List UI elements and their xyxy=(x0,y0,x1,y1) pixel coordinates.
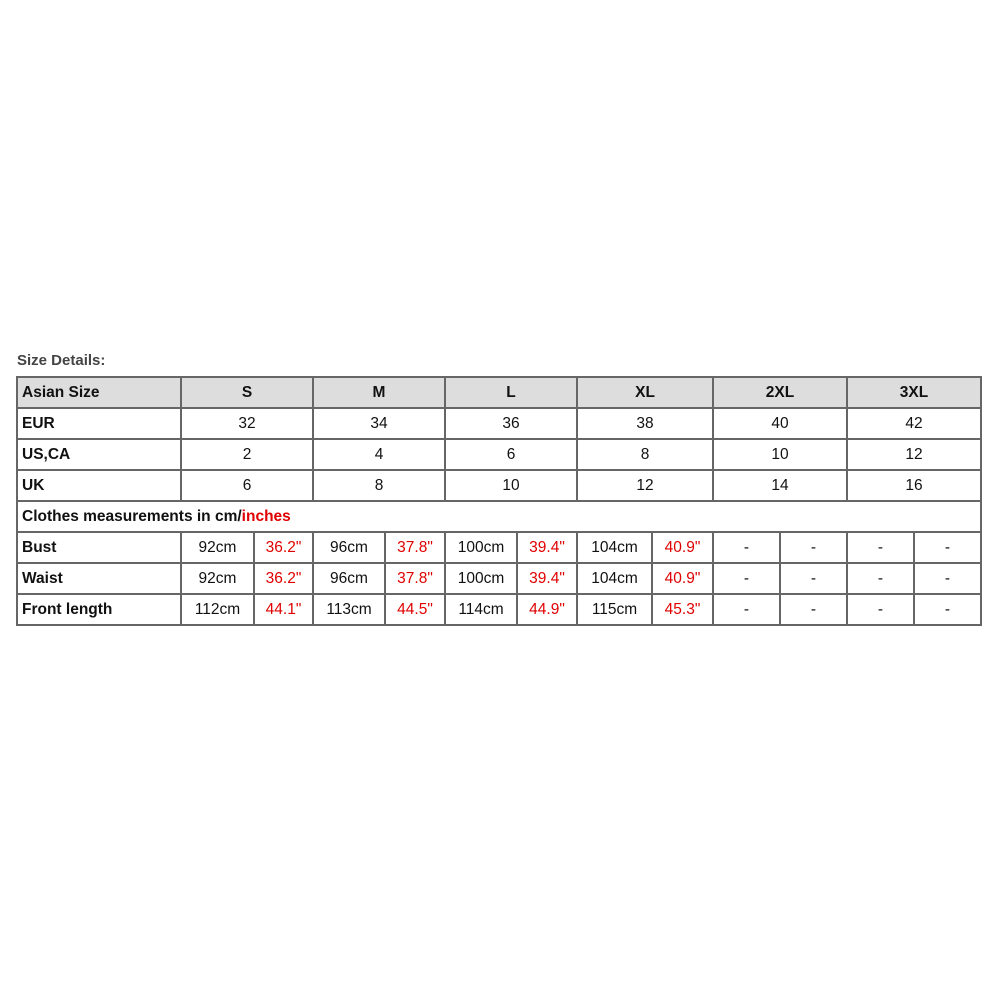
measurements-heading-row xyxy=(17,501,981,532)
inch-cell: 40.9" xyxy=(652,532,713,563)
inch-cell: 44.5" xyxy=(385,594,445,625)
inch-cell: - xyxy=(780,563,847,594)
cm-cell: - xyxy=(847,594,914,625)
table-cell: 8 xyxy=(313,470,445,501)
inch-cell: 39.4" xyxy=(517,563,577,594)
measurements-heading xyxy=(17,501,981,532)
table-cell: 40 xyxy=(713,408,847,439)
inch-cell: 36.2" xyxy=(254,532,313,563)
inch-cell: - xyxy=(914,563,981,594)
table-cell: 34 xyxy=(313,408,445,439)
inch-cell: - xyxy=(914,594,981,625)
cm-cell: 92cm xyxy=(181,532,254,563)
inch-cell: - xyxy=(914,532,981,563)
cm-cell: 112cm xyxy=(181,594,254,625)
table-cell: 16 xyxy=(847,470,981,501)
table-cell: 2 xyxy=(181,439,313,470)
table-cell: 10 xyxy=(713,439,847,470)
size-header: 3XL xyxy=(847,377,981,408)
table-cell: 10 xyxy=(445,470,577,501)
inch-cell: 44.1" xyxy=(254,594,313,625)
cm-cell: - xyxy=(713,594,780,625)
table-cell: 12 xyxy=(847,439,981,470)
cm-cell: 96cm xyxy=(313,532,385,563)
inch-cell: - xyxy=(780,532,847,563)
inch-cell: 36.2" xyxy=(254,563,313,594)
table-row xyxy=(17,594,981,625)
table-cell: 6 xyxy=(181,470,313,501)
header-label: Asian Size xyxy=(17,377,181,408)
row-label: Front length xyxy=(17,594,181,625)
table-cell: 32 xyxy=(181,408,313,439)
table-cell: 6 xyxy=(445,439,577,470)
cm-cell: 115cm xyxy=(577,594,652,625)
header-row xyxy=(17,377,981,408)
inch-cell: 39.4" xyxy=(517,532,577,563)
size-header: S xyxy=(181,377,313,408)
cm-cell: 104cm xyxy=(577,532,652,563)
table-row xyxy=(17,408,981,439)
table-cell: 12 xyxy=(577,470,713,501)
cm-cell: 92cm xyxy=(181,563,254,594)
table-row xyxy=(17,532,981,563)
cm-cell: - xyxy=(713,532,780,563)
section-title: Size Details: xyxy=(17,352,106,369)
cm-cell: 100cm xyxy=(445,563,517,594)
cm-cell: - xyxy=(847,532,914,563)
cm-cell: 104cm xyxy=(577,563,652,594)
table-row xyxy=(17,563,981,594)
row-label: Waist xyxy=(17,563,181,594)
inch-cell: 37.8" xyxy=(385,563,445,594)
size-header: XL xyxy=(577,377,713,408)
table-cell: 38 xyxy=(577,408,713,439)
table-cell: 42 xyxy=(847,408,981,439)
inch-cell: 37.8" xyxy=(385,532,445,563)
cm-cell: - xyxy=(713,563,780,594)
size-header: M xyxy=(313,377,445,408)
size-header: L xyxy=(445,377,577,408)
table-cell: 14 xyxy=(713,470,847,501)
row-label: US,CA xyxy=(17,439,181,470)
row-label: UK xyxy=(17,470,181,501)
measurements-heading-prefix: Clothes measurements in cm/ xyxy=(22,507,242,525)
row-label: EUR xyxy=(17,408,181,439)
inch-cell: 44.9" xyxy=(517,594,577,625)
table-cell: 8 xyxy=(577,439,713,470)
cm-cell: - xyxy=(847,563,914,594)
table-row xyxy=(17,439,981,470)
size-header: 2XL xyxy=(713,377,847,408)
cm-cell: 96cm xyxy=(313,563,385,594)
table-cell: 36 xyxy=(445,408,577,439)
row-label: Bust xyxy=(17,532,181,563)
cm-cell: 100cm xyxy=(445,532,517,563)
inch-cell: 45.3" xyxy=(652,594,713,625)
table-row xyxy=(17,470,981,501)
inch-cell: - xyxy=(780,594,847,625)
cm-cell: 113cm xyxy=(313,594,385,625)
measurements-heading-highlight: inches xyxy=(241,507,291,525)
cm-cell: 114cm xyxy=(445,594,517,625)
inch-cell: 40.9" xyxy=(652,563,713,594)
size-table xyxy=(16,376,982,626)
table-cell: 4 xyxy=(313,439,445,470)
